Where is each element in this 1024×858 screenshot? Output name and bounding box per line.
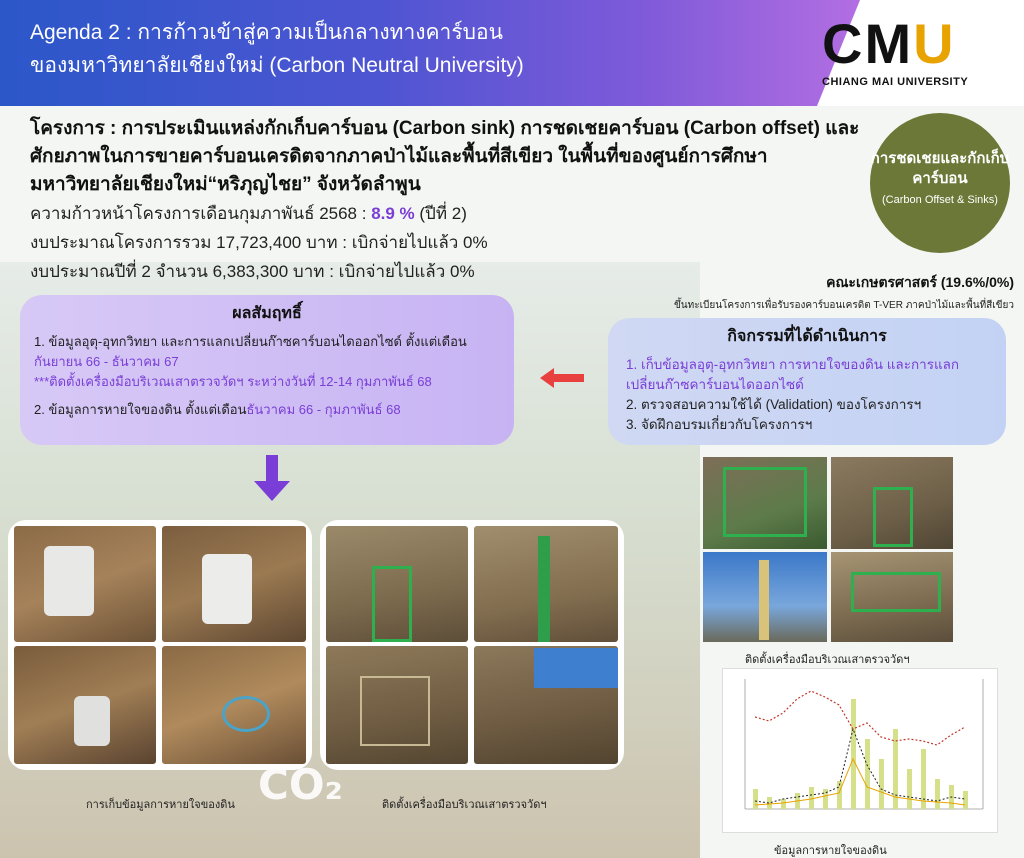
progress-line [30, 199, 860, 228]
co2-decoration: CO₂ [258, 760, 343, 809]
cmu-logo [822, 12, 998, 96]
soil-photos-panel [8, 520, 312, 770]
soil-photo-4 [162, 646, 306, 764]
instrument-photo-1 [703, 552, 827, 642]
caption-chart: ข้อมูลการหายใจของดิน [774, 845, 887, 857]
caption-tower-install-left: ติดตั้งเครื่องมือบริเวณเสาตรวจวัดฯ [382, 799, 547, 811]
logo-letter-u: U [913, 12, 956, 75]
logo-university-name: CHIANG MAI UNIVERSITY [822, 76, 969, 88]
logo-wordmark [822, 12, 998, 75]
soil-photo-2 [162, 526, 306, 642]
tower-climb-photo-2 [831, 457, 953, 549]
tower-photos-panel [320, 520, 624, 770]
result-item-2-period: ธันวาคม 66 - กุมภาพันธ์ 68 [246, 402, 401, 417]
progress-label: ความก้าวหน้าโครงการเดือนกุมภาพันธ์ 2568 : [30, 204, 372, 223]
project-info [30, 115, 860, 286]
results-box [20, 295, 514, 445]
chart-bars [753, 699, 968, 809]
result-item-1-text: 1. ข้อมูลอุตุ-อุทกวิทยา และการแลกเปลี่ยนก๊าซคาร์บอนไดออกไซด์ ตั้งแต่เดือน [34, 334, 467, 349]
caption-tower-install-right: ติดตั้งเครื่องมือบริเวณเสาตรวจวัดฯ [745, 654, 910, 666]
tower-photo-2 [474, 526, 618, 642]
badge-title: การชดเชยและกักเก็บคาร์บอน [870, 150, 1010, 187]
activities-title: กิจกรรมที่ได้ดำเนินการ [727, 328, 887, 345]
soil-respiration-chart [722, 668, 998, 833]
arrow-left-icon [540, 368, 584, 388]
result-item-1-note: ***ติดตั้งเครื่องมือบริเวณเสาตรวจวัดฯ ระหว่างวันที่ 12-14 กุมภาพันธ์ 68 [34, 374, 432, 389]
tower-photo-4 [474, 646, 618, 764]
progress-value: 8.9 % [371, 204, 415, 223]
soil-photo-1 [14, 526, 156, 642]
activity-item-3: 3. จัดฝึกอบรมเกี่ยวกับโครงการฯ [626, 417, 813, 432]
activity-item-2: 2. ตรวจสอบความใช้ได้ (Validation) ของโครงการฯ [626, 397, 922, 412]
arrow-down-icon [254, 455, 290, 501]
title-line-1: Agenda 2 : การก้าวเข้าสู่ความเป็นกลางทางคาร์บอน [30, 21, 503, 44]
result-item-2 [34, 400, 500, 420]
result-item-1-period: กันยายน 66 - ธันวาคม 67 [34, 354, 179, 369]
page-title [30, 16, 524, 82]
title-line-2: ของมหาวิทยาลัยเชียงใหม่ (Carbon Neutral University) [30, 54, 524, 77]
project-title: โครงการ : การประเมินแหล่งกักเก็บคาร์บอน (Carbon sink) การชดเชยคาร์บอน (Carbon offset) และศักยภาพในการขายคาร์บอนเครดิตจากภาคป่าไม้และพื้นที่สีเขียว ในพื้นที่ของศูนย์การศึกษามหาวิทยาลัยเชียงใหม่“หริภุญไชย” จังหวัดลำพูน [30, 118, 860, 195]
result-item-2-text: 2. ข้อมูลการหายใจของดิน ตั้งแต่เดือน [34, 402, 247, 417]
faculty-info [674, 272, 1014, 313]
result-item-1 [34, 332, 500, 372]
tower-climb-photo-1 [703, 457, 827, 549]
faculty-title: คณะเกษตรศาสตร์ (19.6%/0%) [826, 274, 1014, 290]
tower-photo-3 [326, 646, 468, 764]
caption-soil-respiration: การเก็บข้อมูลการหายใจของดิน [86, 799, 235, 811]
header-banner [0, 0, 1024, 106]
results-title: ผลสัมฤทธิ์ [232, 305, 302, 322]
activities-box [608, 318, 1006, 445]
budget-year: งบประมาณปีที่ 2 จำนวน 6,383,300 บาท : เบิกจ่ายไปแล้ว 0% [30, 262, 475, 281]
budget-total: งบประมาณโครงการรวม 17,723,400 บาท : เบิกจ่ายไปแล้ว 0% [30, 233, 488, 252]
tower-photo-1 [326, 526, 468, 642]
activity-item-1: 1. เก็บข้อมูลอุตุ-อุทกวิทยา การหายใจของดิน และการแลกเปลี่ยนก๊าซคาร์บอนไดออกไซด์ [626, 357, 960, 392]
logo-letters-cm: CM [822, 12, 914, 75]
faculty-subtitle: ขึ้นทะเบียนโครงการเพื่อรับรองคาร์บอนเครดิต T-VER ภาคป่าไม้และพื้นที่สีเขียว [673, 300, 1014, 311]
progress-year: (ปีที่ 2) [414, 204, 467, 223]
category-badge [870, 113, 1010, 253]
badge-subtitle: (Carbon Offset & Sinks) [882, 194, 998, 206]
soil-photo-3 [14, 646, 156, 764]
chart-svg [723, 669, 999, 834]
instrument-photo-2 [831, 552, 953, 642]
